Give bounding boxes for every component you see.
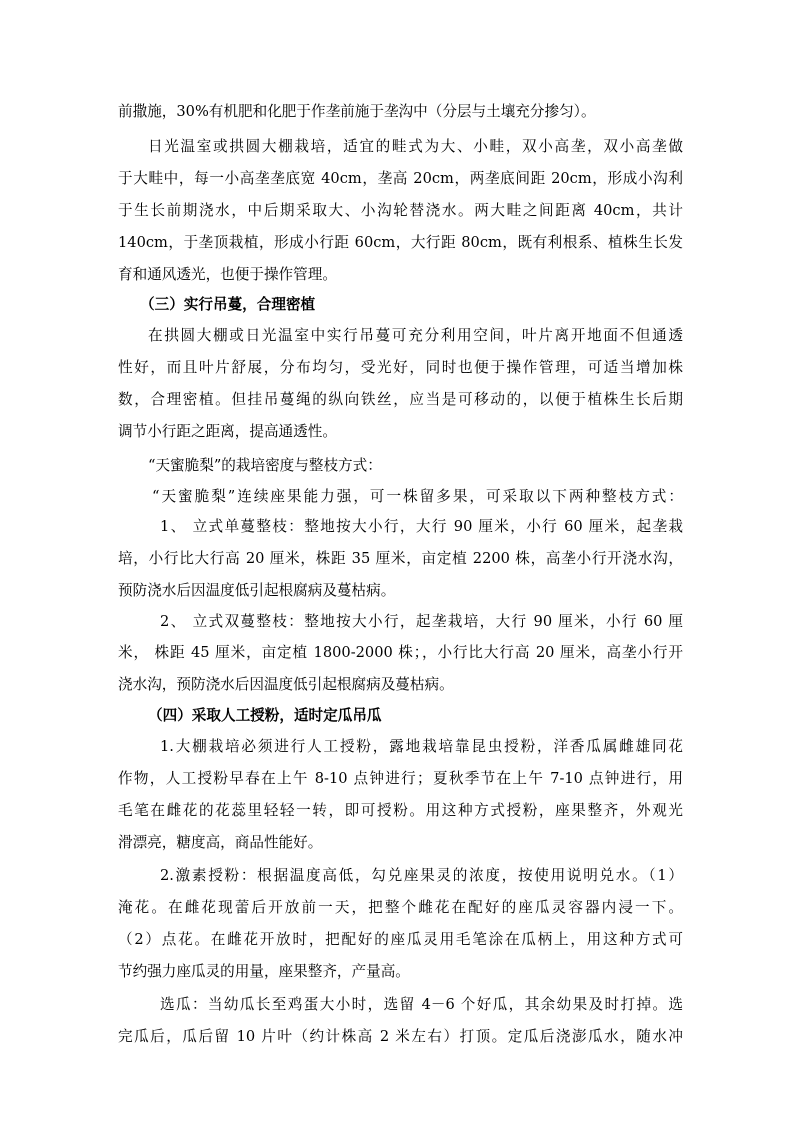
paragraph-line: 淹花。在雌花现蕾后开放前一天，把整个雌花在配好的座瓜灵容器内浸一下。 xyxy=(118,899,683,916)
paragraph-line: （2）点花。在雌花开放时，把配好的座瓜灵用毛笔涂在瓜柄上，用这种方式可 xyxy=(118,931,683,948)
paragraph-line: 于大畦中，每一小高垄垄底宽 40cm，垄高 20cm，两垄底间距 20cm，形成小沟利 xyxy=(118,170,683,187)
paragraph-line: 浇水沟，预防浇水后因温度低引起根腐病及蔓枯病。 xyxy=(118,676,454,693)
paragraph-line: 预防浇水后因温度低引起根腐病及蔓枯病。 xyxy=(118,582,396,599)
section-heading-4: （四）采取人工授粉，适时定瓜吊瓜 xyxy=(148,707,382,724)
paragraph-line: 滑漂亮，糖度高，商品性能好。 xyxy=(118,834,323,851)
paragraph-line: 在拱圆大棚或日光温室中实行吊蔓可充分利用空间，叶片离开地面不但通透 xyxy=(148,327,683,344)
list-item-line: 1、 立式单蔓整枝：整地按大小行，大行 90 厘米，小行 60 厘米，起垄栽 xyxy=(160,518,683,535)
list-item-line: 2、 立式双蔓整枝：整地按大小行，起垄栽培，大行 90 厘米，小行 60 厘 xyxy=(160,613,683,630)
paragraph-line: 1.大棚栽培必须进行人工授粉，露地栽培靠昆虫授粉，洋香瓜属雌雄同花 xyxy=(160,738,683,755)
paragraph-line: 作物，人工授粉早春在上午 8-10 点钟进行；夏秋季节在上午 7-10 点钟进行，用 xyxy=(118,770,683,787)
paragraph-line: 育和通风透光，也便于操作管理。 xyxy=(118,266,337,283)
paragraph-line: 调节小行距之距离，提高通透性。 xyxy=(118,423,337,440)
paragraph-line: 数，合理密植。但挂吊蔓绳的纵向铁丝，应当是可移动的，以便于植株生长后期 xyxy=(118,391,683,408)
paragraph-line: 培，小行比大行高 20 厘米，株距 35 厘米，亩定植 2200 株，高垄小行开浇水沟， xyxy=(118,550,683,567)
paragraph-line: 日光温室或拱圆大棚栽培，适宜的畦式为大、小畦，双小高垄，双小高垄做 xyxy=(148,138,683,155)
paragraph-line: 完瓜后，瓜后留 10 片叶（约计株高 2 米左右）打顶。定瓜后浇澎瓜水，随水冲 xyxy=(118,1028,683,1045)
paragraph-line: 于生长前期浇水，中后期采取大、小沟轮替浇水。两大畦之间距离 40cm，共计 xyxy=(118,202,683,219)
paragraph-line: “天蜜脆梨”连续座果能力强，可一株留多果，可采取以下两种整枝方式： xyxy=(152,488,683,505)
paragraph-line: 2.激素授粉：根据温度高低，勾兑座果灵的浓度，按使用说明兑水。（1） xyxy=(160,867,683,884)
paragraph-line: 节约强力座瓜灵的用量，座果整齐，产量高。 xyxy=(118,963,410,980)
paragraph-line: 米， 株距 45 厘米，亩定植 1800-2000 株；，小行比大行高 20 厘米，高垄小行开 xyxy=(118,644,683,661)
paragraph-line: 前撒施，30%有机肥和化肥于作垄前施于垄沟中（分层与土壤充分掺匀）。 xyxy=(118,103,596,120)
paragraph-line: 140cm，于垄顶栽植，形成小行距 60cm，大行距 80cm，既有利根系、植株生长发 xyxy=(118,234,683,251)
section-heading-3: （三）实行吊蔓，合理密植 xyxy=(140,296,316,313)
paragraph-line: “天蜜脆梨”的栽培密度与整枝方式： xyxy=(148,457,382,474)
paragraph-line: 性好，而且叶片舒展，分布均匀，受光好，同时也便于操作管理，可适当增加株 xyxy=(118,359,683,376)
paragraph-line: 毛笔在雌花的花蕊里轻轻一转，即可授粉。用这种方式授粉，座果整齐，外观光 xyxy=(118,802,683,819)
paragraph-line: 选瓜：当幼瓜长至鸡蛋大小时，选留 4－6 个好瓜，其余幼果及时打掉。选 xyxy=(160,996,683,1013)
